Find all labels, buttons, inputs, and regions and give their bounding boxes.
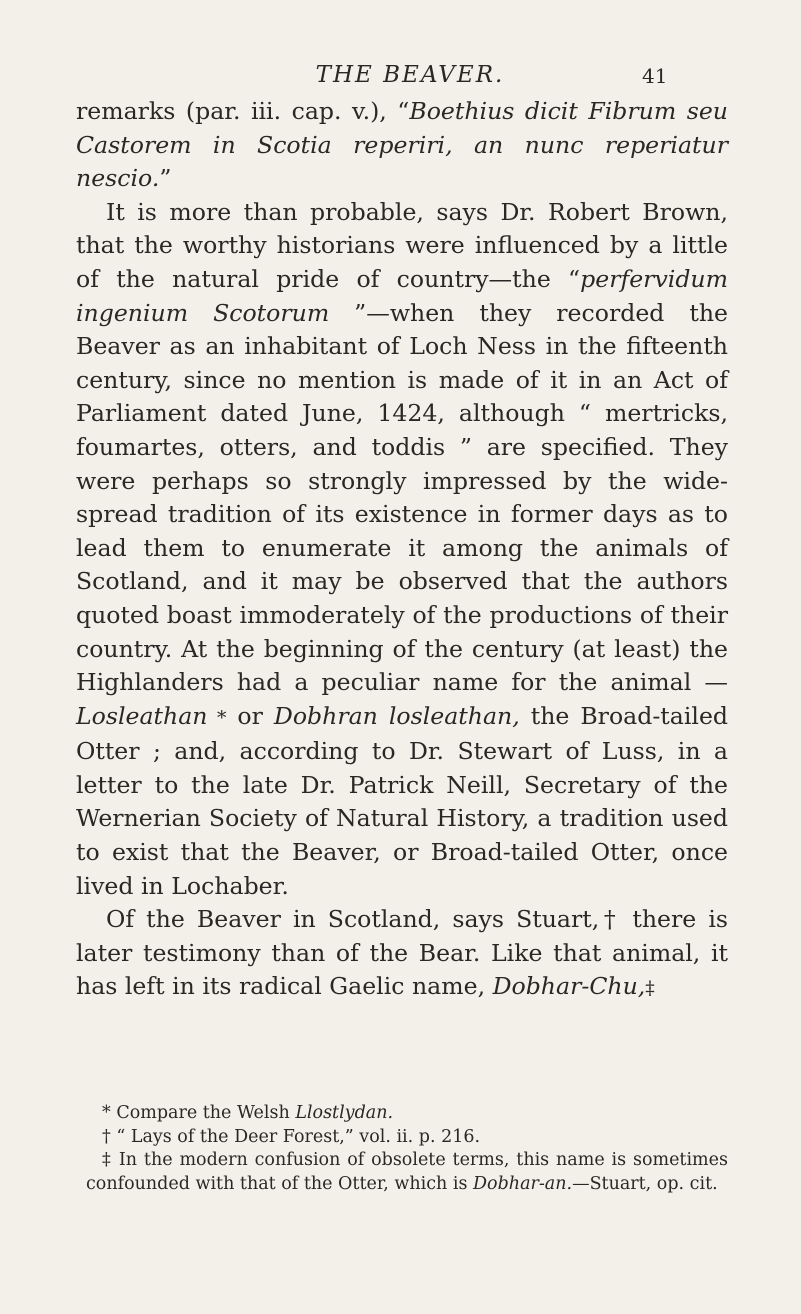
- gaelic-term: Dobhar-an.: [473, 1173, 573, 1194]
- main-text: [76, 95, 728, 1006]
- welsh-term: Llostlydan.: [295, 1103, 394, 1123]
- footnote-1: [86, 1102, 728, 1126]
- footnote-ref-3: ‡: [645, 977, 655, 1000]
- text-span: remarks (par. iii. cap. v.), “: [76, 97, 410, 125]
- running-title: THE BEAVER.: [315, 62, 505, 88]
- gaelic-term: Dobhar-Chu,: [492, 972, 646, 1001]
- text-span: ‡ In the modern confusion of obsolete terms, this name is sometimes confounded with that of the Otter, which is: [86, 1150, 728, 1194]
- paragraph-1: [76, 95, 728, 196]
- text-span: It is more than probable, says Dr. Robert Brown, that the worthy historians were influenced by a little of the natural pride of country—the “: [76, 197, 728, 293]
- gaelic-term: Dobhran losleathan,: [273, 701, 520, 730]
- text-span: * Compare the Welsh: [102, 1103, 296, 1123]
- latin-phrase: perfervidum ingenium Scotorum: [76, 264, 728, 327]
- page-number: 41: [642, 64, 668, 88]
- text-span: † “ Lays of the Deer Forest,” vol. ii. p. 216.: [102, 1126, 481, 1147]
- paragraph-2: [76, 196, 728, 903]
- text-span: —Stuart, op. cit.: [572, 1173, 718, 1194]
- text-span: ”: [159, 164, 172, 193]
- paragraph-3: [76, 903, 728, 1006]
- footnote-ref-1: *: [207, 706, 227, 729]
- text-span: Of the Beaver in Scotland, says Stuart,† there is later testimony than of the Bear. Like that animal, it has left in its radical Gaelic name,: [76, 905, 728, 1001]
- footnote-2: [86, 1126, 728, 1150]
- footnote-3: [86, 1149, 728, 1196]
- text-span: ”—when they recorded the Beaver as an inhabitant of Loch Ness in the fifteenth century, since no mention is made of it in an Act of Parliament dated June, 1424, although “ mertricks, foumartes, otters, and toddis ” are specified. They were perhaps so strongly impressed by the wide-spread tradition of its existence in former days as to lead them to enumerate it among the animals of Scotland, and it may be observed that the authors quoted boast immoderately of the productions of their country. At the beginning of the century (at least) the Highlanders had a peculiar name for the animal —: [76, 298, 728, 697]
- footnotes: [86, 1102, 728, 1196]
- text-span: or: [226, 701, 274, 730]
- text-span: the Broad-tailed Otter ; and, according to Dr. Stewart of Luss, in a letter to the late Dr. Patrick Neill, Secretary of the Wernerian Society of Natural History, a tradition used to exist that the Beaver, or Broad-tailed Otter, once lived in Lochaber.: [76, 701, 729, 900]
- latin-quote: Boethius dicit Fibrum seu Castorem in Scotia reperiri, an nunc reperiatur nescio.: [76, 97, 728, 193]
- gaelic-term: Losleathan: [76, 701, 208, 730]
